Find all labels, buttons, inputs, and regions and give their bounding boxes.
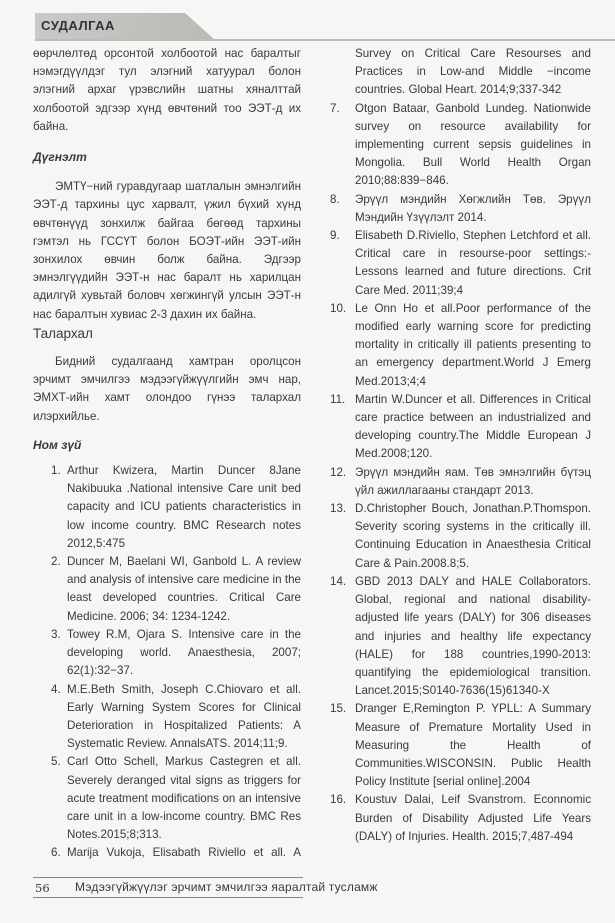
- reference-item: [33, 553, 301, 626]
- reference-number: 11.: [330, 392, 346, 406]
- reference-item: [330, 391, 591, 464]
- reference-item: [330, 227, 591, 300]
- reference-number: 10.: [330, 301, 347, 315]
- reference-text: Эрүүл мэндийн яам. Төв эмнэлгийн бүтэц үйл ажиллагааны стандарт 2013.: [355, 465, 591, 497]
- reference-text: D.Christopher Bouch, Jonathan.P.Thomspon. Severity scoring systems in the critically ill. Continuing Education in Anaesthesia Critical Care & Pain.2008.8;5.: [355, 502, 591, 570]
- conclusion-heading: Дүгнэлт: [33, 150, 87, 165]
- reference-text: Otgon Bataar, Ganbold Lundeg. Nationwide survey on resource availability for implementing current sepsis guidelines in Mongolia. Bull World Health Organ 2010;88:839−846.: [355, 101, 591, 188]
- reference-text: M.E.Beth Smith, Joseph C.Chiovaro et all. Early Warning System Scores for Clinical Deterioration in Hospitalized Patients: A Systematic Review. AnnalsATS. 2014;11;9.: [67, 682, 301, 751]
- reference-list-left: [33, 462, 301, 862]
- reference-item: [330, 464, 591, 500]
- reference-number: 8.: [330, 192, 340, 206]
- left-column: [33, 45, 301, 863]
- reference-text: Elisabeth D.Riviello, Stephen Letchford et all. Critical care in resourse-poor settings:-Lessons learned and future directions. Crit Care Med. 2011;39;4: [355, 229, 591, 297]
- footer-rule-top: [33, 877, 303, 878]
- reference-text: Arthur Kwizera, Martin Duncer 8Jane Nakibuuka .National intensive Care unit bed capacity and ICU patients characteristics in low income country. BMC Research notes 2012,5:475: [67, 464, 301, 550]
- reference-text: Dranger E,Remington P. YPLL: A Summary Measure of Premature Mortality Used in Measuring the Health of Communities.WISCONSIN. Public Health Policy Institute [serial online].2004: [355, 702, 591, 789]
- reference-item: [330, 500, 591, 573]
- reference-item: [33, 753, 301, 844]
- reference-item: [33, 844, 301, 862]
- running-title: Мэдээгүйжүүлэг эрчимт эмчилгээ яаралтай тусламж: [75, 879, 378, 894]
- reference-item: [330, 791, 591, 846]
- page-footer: [0, 863, 615, 923]
- reference-item: [330, 700, 591, 791]
- page-number: 56: [35, 880, 50, 895]
- reference-item: [330, 191, 591, 227]
- reference-number: 2.: [51, 555, 61, 569]
- header-rule: [35, 39, 615, 41]
- reference-number: 7.: [330, 101, 340, 115]
- reference-item-continued: [330, 45, 591, 100]
- footer-rule-bottom: [33, 897, 303, 898]
- reference-number: 1.: [51, 464, 61, 478]
- reference-text: Koustuv Dalai, Leif Svanstrom. Econnomic Burden of Disability Adjusted Life Years (DALY) of Injuries. Health. 2015;7,487-494: [355, 793, 591, 843]
- reference-number: 5.: [51, 755, 61, 769]
- references-heading: Ном зүй: [33, 437, 82, 452]
- page-header: [0, 0, 615, 45]
- reference-text: Survey on Critical Care Resourses and Practices in Low-and Middle −income countries. Global Heart. 2014;9;337-342: [355, 47, 591, 97]
- reference-item: [33, 626, 301, 681]
- reference-number: 9.: [330, 229, 340, 243]
- reference-text: Duncer M, Baelani WI, Ganbold L. A review and analysis of intensive care medicine in the least developed countries. Critical Care Medicine. 2006; 34: 1234-1242.: [67, 555, 301, 623]
- reference-item: [330, 573, 591, 700]
- reference-item: [330, 300, 591, 391]
- reference-text: Le Onn Ho et all.Poor performance of the modified early warning score for predicting mortality in critically ill patients presenting to an emergency department.World J Emerg Med.2013;4;4: [355, 301, 591, 388]
- reference-item: [330, 100, 591, 191]
- reference-text: Marija Vukoja, Elisabath Riviello et all. A: [67, 846, 301, 860]
- reference-number: 4.: [51, 682, 61, 696]
- conclusion-paragraph: ЭМТҮ−ний гуравдугаар шатлалын эмнэлгийн ЭЭТ-д тархины цус харвалт, үжил бүхий хүнд өвчтөнүүд зонхилж байгаа бөгөөд тархины гэмтэл нь ГССҮТ болон БОЭТ-ийн ЭЭТ-ийн зонхилох өвчин болж байна. Эдгээр эмнэлгүүдийн ЭЭТ-н нас баралт нь харилцан адилгүй хувьтай боловч хөгжингүй улсын ЭЭТ-н нас баралтын хувиас 2-3 дахин их байна.: [33, 180, 301, 321]
- reference-number: 6.: [51, 846, 61, 860]
- reference-number: 3.: [51, 627, 61, 641]
- reference-text: Carl Otto Schell, Markus Castegren et all. Severely deranged vital signs as triggers for acute treatment modifications on an intensive care unit in a low-income country. BMC Res Notes.2015;8;313.: [67, 755, 301, 842]
- reference-number: 16.: [330, 793, 347, 807]
- reference-text: Towey R.M, Ojara S. Intensive care in the developing world. Anaesthesia, 2007; 62(1):32−37.: [67, 627, 301, 678]
- reference-text: GBD 2013 DALY and HALE Collaborators. Global, regional and national disability-adjusted life years (DALY) for 306 diseases and injuries and healthy life expectancy (HALE) for 188 countries,1990-2013: quantifying the epidemiological transition. Lancet.2015;S0140-7636(15)61340-X: [355, 574, 591, 698]
- thanks-heading: Талархал: [33, 325, 93, 341]
- reference-text: Martin W.Duncer et all. Differences in Critical care practice between an industrialized and developing country.The Middle European J Med.2008;120.: [355, 392, 591, 461]
- intro-paragraph: өөрчлөлтөд орсонтой холбоотой нас баралтыг нэмэгдүүлдэг тул элэгний хатуурал болон элэгний архаг үрэвслийн шатны хяналттай холбоотой эдгээр хүнд өвчтөний тоо ЭЭТ-д их байна.: [33, 47, 301, 133]
- reference-number: 15.: [330, 702, 347, 716]
- reference-item: [33, 462, 301, 553]
- body-columns: [0, 45, 615, 863]
- reference-number: 12.: [330, 465, 347, 479]
- section-label: СУДАЛГАА: [41, 18, 115, 33]
- reference-number: 13.: [330, 502, 347, 516]
- reference-text: Эрүүл мэндийн Хөгжлийн Төв. Эрүүл Мэндийн Үзүүлэлт 2014.: [355, 192, 591, 224]
- thanks-paragraph: Бидний судалгаанд хамтран оролцсон эрчимт эмчилгээ мэдээгүйжүүлгийн эмч нар, ЭМХТ-ийн хамт олондоо гүнээ талархал илэрхийлье.: [33, 355, 301, 423]
- reference-list-right: [330, 45, 591, 846]
- right-column: [330, 45, 591, 863]
- reference-number: 14.: [330, 574, 347, 588]
- reference-item: [33, 681, 301, 754]
